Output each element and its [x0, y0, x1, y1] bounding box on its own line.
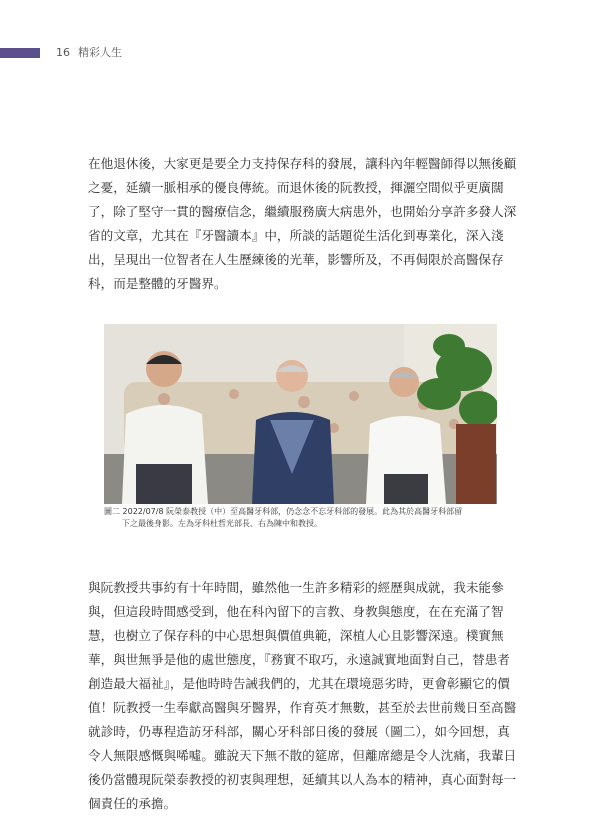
caption-line-2: 下之最後身影。左為牙科杜哲光部長、右為陳中和教授。	[122, 519, 322, 528]
header-accent-bar	[0, 48, 40, 58]
figure-photo	[104, 324, 497, 504]
page-header	[56, 44, 122, 60]
caption-line-1: 圖二 2022/07/8 阮榮泰教授（中）至高醫牙科部，仍念念不忘牙科部的發展。此為其於高醫牙科部留	[104, 507, 463, 516]
page-number: 16	[56, 46, 70, 59]
figure-caption	[104, 506, 497, 530]
section-title: 精彩人生	[78, 46, 122, 59]
body-paragraph-2: 與阮教授共事約有十年時間，雖然他一生許多精彩的經歷與成就，我未能參與，但這段時間感受到，他在科內留下的言教、身教與態度，在在充滿了智慧，也樹立了保存科的中心思想與價值典範，深植人心且影響深遠。樸實無華，與世無爭是他的處世態度，『務實不取巧，永遠誠實地面對自己，替患者創造最大福祉』，是他時時告誡我們的，尤其在環境惡劣時，更會彰顯它的價值！阮教授一生奉獻高醫與牙醫界，作育英才無數，甚至於去世前幾日至高醫就診時，仍專程造訪牙科部，關心牙科部日後的發展（圖二），如今回想，真令人無限感慨與唏噓。雖說天下無不散的筵席，但離席總是令人沈痛，我輩日後仍當體現阮榮泰教授的初衷與理想，延續其以人為本的精神，真心面對每一個責任的承擔。	[88, 580, 517, 811]
photo-illustration	[104, 324, 497, 504]
body-paragraph-1: 在他退休後，大家更是要全力支持保存科的發展，讓科內年輕醫師得以無後顧之憂，延續一脈相承的優良傳統。而退休後的阮教授，揮灑空間似乎更廣闊了，除了堅守一貫的醫療信念，繼續服務廣大病患外，也開始分享許多發人深省的文章，尤其在『牙醫讀本』中，所談的話題從生活化到專業化，深入淺出，呈現出一位智者在人生歷練後的光華，影響所及，不再侷限於高醫保存科，而是整體的牙醫界。	[88, 156, 517, 291]
